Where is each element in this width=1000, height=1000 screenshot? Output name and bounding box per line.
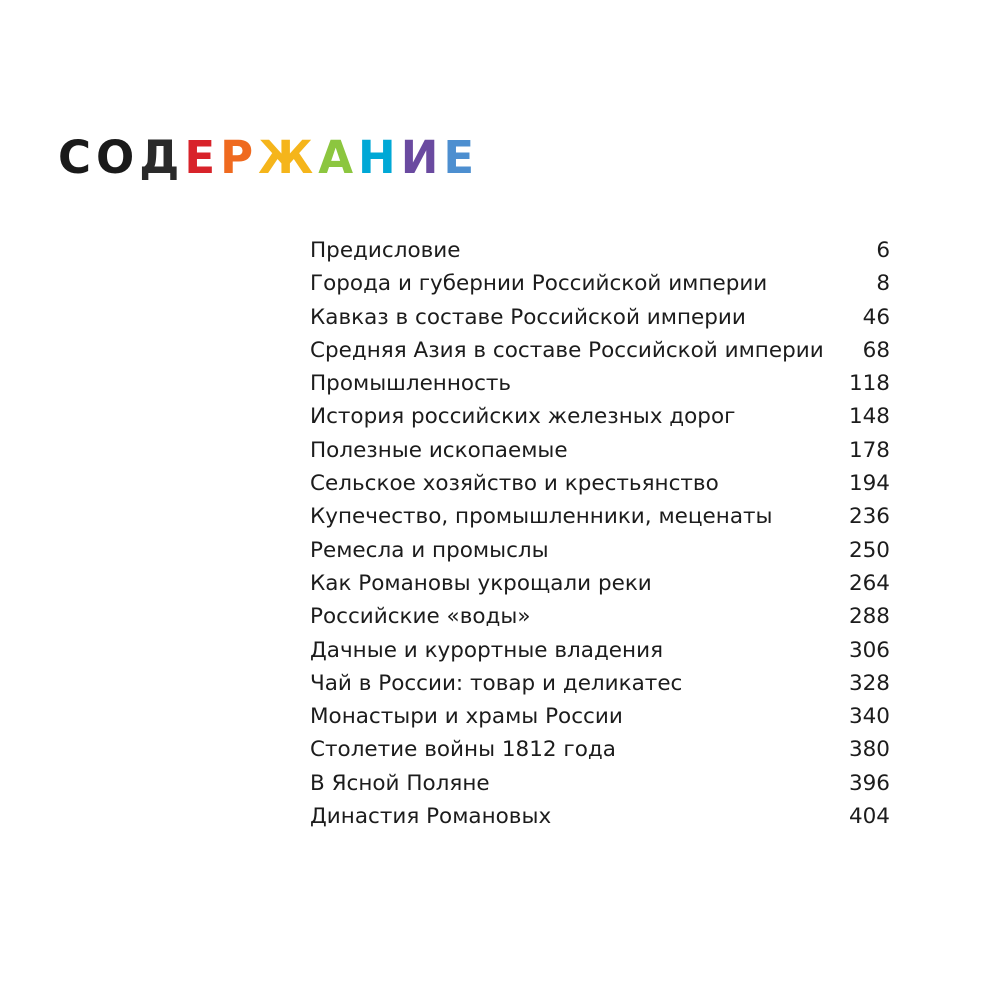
title-letter: Е [184,131,221,184]
toc-entry [310,301,890,334]
toc-entry-title: Средняя Азия в составе Российской империи [310,337,824,363]
title-letter: О [96,131,140,184]
toc-entry-page-number: 148 [848,404,890,430]
title-letter: Р [220,131,259,184]
toc-entry-title: Династия Романовых [310,804,552,830]
toc-entry-page-number: 306 [848,637,890,663]
toc-entry [310,600,890,633]
toc-entry-title: Города и губернии Российской империи [310,271,768,297]
toc-entry-title: В Ясной Поляне [310,770,490,796]
toc-entry [310,400,890,433]
toc-entry-title: Купечество, промышленники, меценаты [310,504,773,530]
toc-entry-title: Кавказ в составе Российской империи [310,304,746,330]
toc-entry [310,634,890,667]
toc-entry [310,767,890,800]
title-letter: И [400,131,444,184]
title-letter: Н [358,131,401,184]
toc-entry-title: История российских железных дорог [310,404,736,430]
toc-entry-page-number: 340 [848,704,890,730]
title-letter: Ж [258,131,319,184]
toc-entry [310,367,890,400]
toc-entry-page-number: 404 [848,804,890,830]
toc-entry [310,700,890,733]
toc-entry-title: Дачные и курортные владения [310,637,663,663]
toc-entry-page-number: 46 [862,304,890,330]
toc-entry [310,667,890,700]
toc-entry [310,467,890,500]
toc-entry [310,567,890,600]
toc-entry-page-number: 396 [848,770,890,796]
toc-entry-title: Российские «воды» [310,604,531,630]
toc-entry-page-number: 236 [848,504,890,530]
toc-entry [310,234,890,267]
title-letter: С [58,131,97,184]
toc-entry [310,733,890,766]
toc-entry-title: Сельское хозяйство и крестьянство [310,471,719,497]
toc-entry-title: Полезные ископаемые [310,437,568,463]
toc-entry-page-number: 288 [848,604,890,630]
toc-entry-page-number: 178 [848,437,890,463]
toc-entry-title: Ремесла и промыслы [310,537,549,563]
toc-entry-page-number: 118 [848,371,890,397]
table-of-contents [310,234,890,833]
toc-entry [310,500,890,533]
page-title [58,132,479,184]
toc-entry [310,334,890,367]
toc-entry-title: Предисловие [310,238,461,263]
toc-entry-page-number: 264 [848,570,890,596]
toc-entry-page-number: 6 [876,238,890,263]
toc-entry-title: Монастыри и храмы России [310,704,623,730]
toc-entry-title: Промышленность [310,371,512,397]
toc-entry [310,267,890,300]
toc-entry-page-number: 8 [876,271,890,297]
toc-entry-page-number: 194 [848,471,890,497]
toc-entry-page-number: 250 [848,537,890,563]
title-letter: Д [139,131,185,184]
title-letter: Е [443,131,480,184]
toc-entry-title: Чай в России: товар и деликатес [310,670,683,696]
toc-entry [310,534,890,567]
toc-entry-page-number: 380 [848,737,890,763]
title-letter: А [318,131,359,184]
toc-entry-page-number: 328 [848,670,890,696]
toc-entry-title: Как Романовы укрощали реки [310,570,652,596]
toc-entry-title: Столетие войны 1812 года [310,737,616,763]
toc-entry [310,434,890,467]
toc-entry [310,800,890,833]
toc-entry-page-number: 68 [862,337,890,363]
